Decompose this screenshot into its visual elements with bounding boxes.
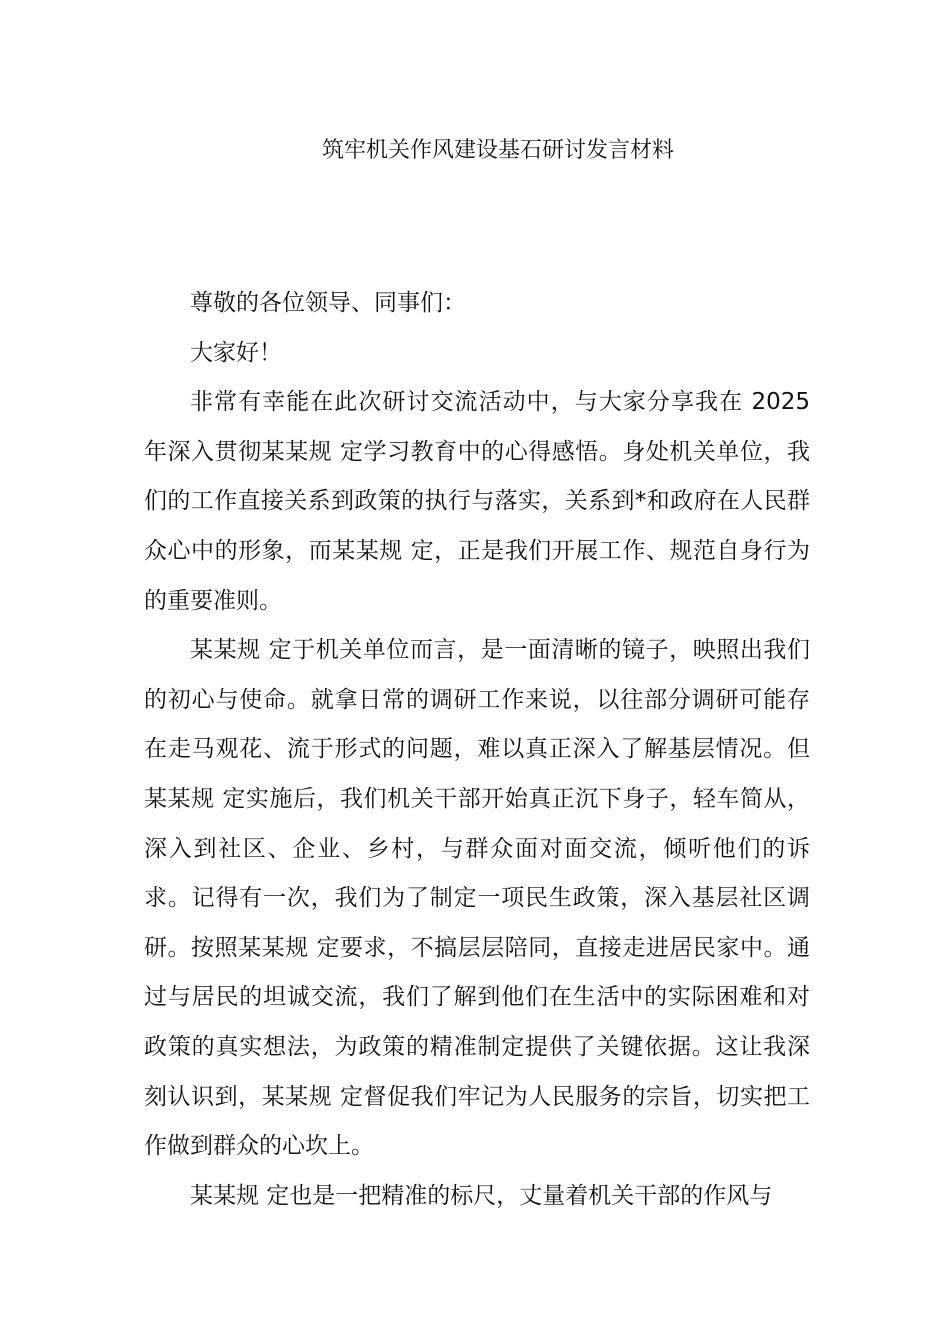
document-body [144, 279, 810, 1221]
salutation-line: 尊敬的各位领导、同事们： [190, 290, 466, 316]
document-title: 筑牢机关作风建设基石研讨发言材料 [321, 138, 674, 163]
body-paragraph-2: 某某规 定于机关单位而言，是一面清晰的镜子，映照出我们的初心与使命。就拿日常的调研工作来说，以往部分调研可能存在走马观花、流于形式的问题，难以真正深入了解基层情况。但某某规 定实施后，我们机关干部开始真正沉下身子，轻车简从，深入到社区、企业、乡村，与群众面对面交流，倾听他们的诉求。记得有一次，我们为了制定一项民生政策，深入基层社区调研。按照某某规 定要求，不搞层层陪同，直接走进居民家中。通过与居民的坦诚交流，我们了解到他们在生活中的实际困难和对政策的真实想法，为政策的精准制定提供了关键依据。这让我深刻认识到，某某规 定督促我们牢记为人民服务的宗旨，切实把工作做到群众的心坎上。 [144, 637, 810, 1160]
body-paragraph-1: 非常有幸能在此次研讨交流活动中，与大家分享我在 2025 年深入贯彻某某规 定学习教育中的心得感悟。身处机关单位，我们的工作直接关系到政策的执行与落实，关系到*和政府在人民群众心中的形象，而某某规 定，正是我们开展工作、规范自身行为的重要准则。 [144, 389, 810, 614]
greeting-line: 大家好！ [190, 339, 282, 366]
body-paragraph-3: 某某规 定也是一把精准的标尺，丈量着机关干部的作风与 [190, 1182, 773, 1209]
